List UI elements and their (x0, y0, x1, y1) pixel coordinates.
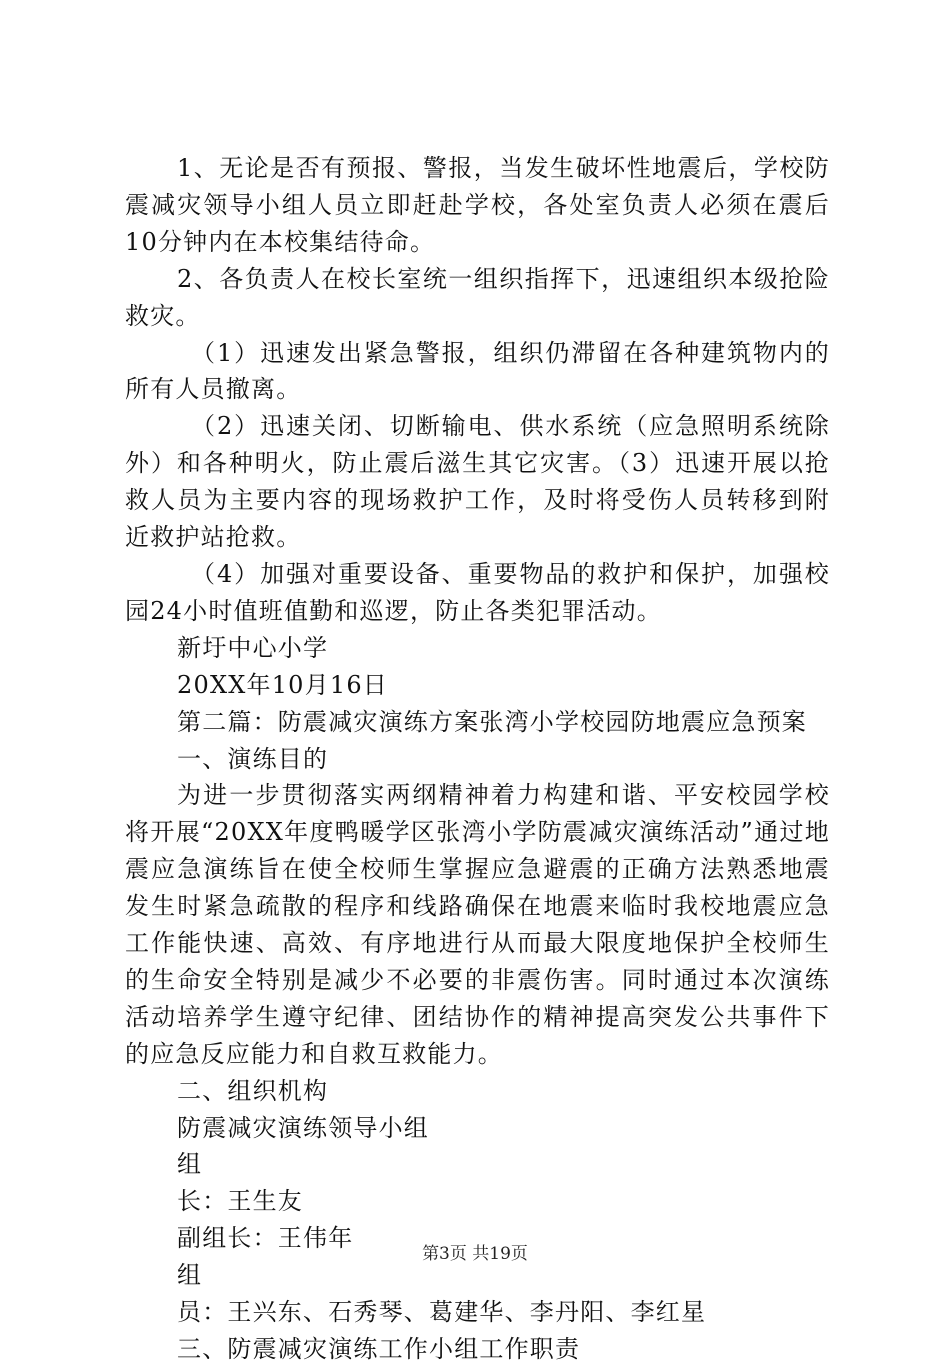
signature-org: 新圩中心小学 (177, 633, 329, 662)
signature-date: 20XX年10月16日 (177, 670, 388, 699)
paragraph-1: 1、无论是否有预报、警报，当发生破坏性地震后，学校防震减灾领导小组人员立即赶赴学校，各处室负责人必须在震后10分钟内在本校集结待命。 (125, 154, 830, 256)
member-label-part-1: 组 (177, 1261, 203, 1290)
section-one-body: 为进一步贯彻落实两纲精神着力构建和谐、平安校园学校将开展“20XX年度鸭暖学区张湾小学防震减灾演练活动”通过地震应急演练旨在使全校师生掌握应急避震的正确方法熟悉地震发生时紧急疏散的程序和线路确保在地震来临时我校地震应急工作能快速、高效、有序地进行从而最大限度地保护全校师生的生命安全特别是减少不必要的非震伤害。同时通过本次演练活动培养学生遵守纪律、团结协作的精神提高突发公共事件下的应急反应能力和自救互救能力。 (125, 781, 830, 1068)
section-three-heading: 三、防震减灾演练工作小组工作职责 (177, 1335, 581, 1363)
member-list: 员：王兴东、石秀琴、葛建华、李丹阳、李红星 (177, 1298, 707, 1327)
paragraph-2: 2、各负责人在校长室统一组织指挥下，迅速组织本级抢险救灾。 (125, 264, 830, 330)
group-name: 防震减灾演练领导小组 (177, 1113, 429, 1142)
section-two-heading: 二、组织机构 (177, 1076, 329, 1105)
document-body (125, 150, 830, 1368)
paragraph-5: （4）加强对重要设备、重要物品的救护和保护，加强校园24小时值班值勤和巡逻，防止各类犯罪活动。 (125, 559, 830, 625)
page-number-footer: 第3页 共19页 (422, 1244, 528, 1264)
paragraph-3: （1）迅速发出紧急警报，组织仍滞留在各种建筑物内的所有人员撤离。 (125, 338, 830, 404)
deputy-leader: 副组长：王伟年 (177, 1224, 354, 1253)
leader-label-part-2: 长：王生友 (177, 1187, 303, 1216)
paragraph-4: （2）迅速关闭、切断输电、供水系统（应急照明系统除外）和各种明火，防止震后滋生其它灾害。（3）迅速开展以抢救人员为主要内容的现场救护工作，及时将受伤人员转移到附近救护站抢救。 (125, 412, 830, 552)
leader-label-part-1: 组 (177, 1150, 203, 1179)
section-one-heading: 一、演练目的 (177, 744, 329, 773)
chapter-title: 第二篇：防震减灾演练方案张湾小学校园防地震应急预案 (177, 707, 807, 736)
